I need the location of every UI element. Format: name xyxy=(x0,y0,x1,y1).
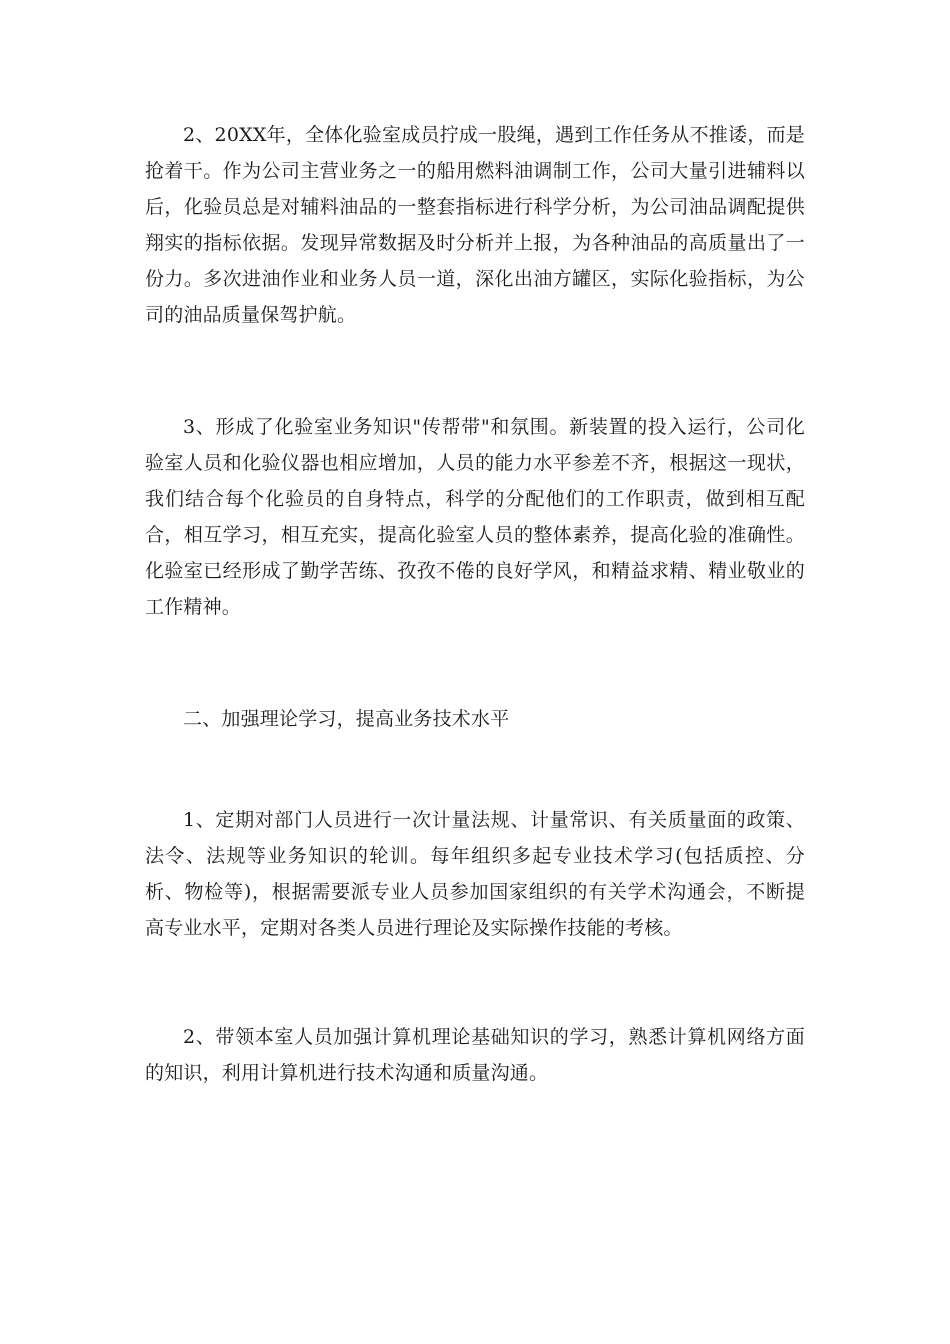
paragraph-section2-item-1: 1、定期对部门人员进行一次计量法规、计量常识、有关质量面的政策、法令、法规等业务知识的轮训。每年组织多起专业技术学习(包括质控、分析、物检等)，根据需要派专业人员参加国家组织的有关学术沟通会，不断提高专业水平，定期对各类人员进行理论及实际操作技能的考核。 xyxy=(145,809,805,939)
section-heading-2: 二、加强理论学习，提高业务技术水平 xyxy=(183,708,510,730)
paragraph-item-3: 3、形成了化验室业务知识"传帮带"和氛围。新装置的投入运行，公司化验室人员和化验仪器也相应增加，人员的能力水平参差不齐，根据这一现状，我们结合每个化验员的自身特点，科学的分配他们的工作职责，做到相互配合，相互学习，相互充实，提高化验室人员的整体素养，提高化验的准确性。化验室已经形成了勤学苦练、孜孜不倦的良好学风，和精益求精、精业敬业的工作精神。 xyxy=(145,416,805,618)
paragraph-section2-item-2: 2、带领本室人员加强计算机理论基础知识的学习，熟悉计算机网络方面的知识，利用计算机进行技术沟通和质量沟通。 xyxy=(145,1026,805,1084)
paragraph-item-2: 2、20XX年，全体化验室成员拧成一股绳，遇到工作任务从不推诿，而是抢着干。作为公司主营业务之一的船用燃料油调制工作，公司大量引进辅料以后，化验员总是对辅料油品的一整套指标进行科学分析，为公司油品调配提供翔实的指标依据。发现异常数据及时分析并上报，为各种油品的高质量出了一份力。多次进油作业和业务人员一道，深化出油方罐区，实际化验指标，为公司的油品质量保驾护航。 xyxy=(145,124,805,326)
